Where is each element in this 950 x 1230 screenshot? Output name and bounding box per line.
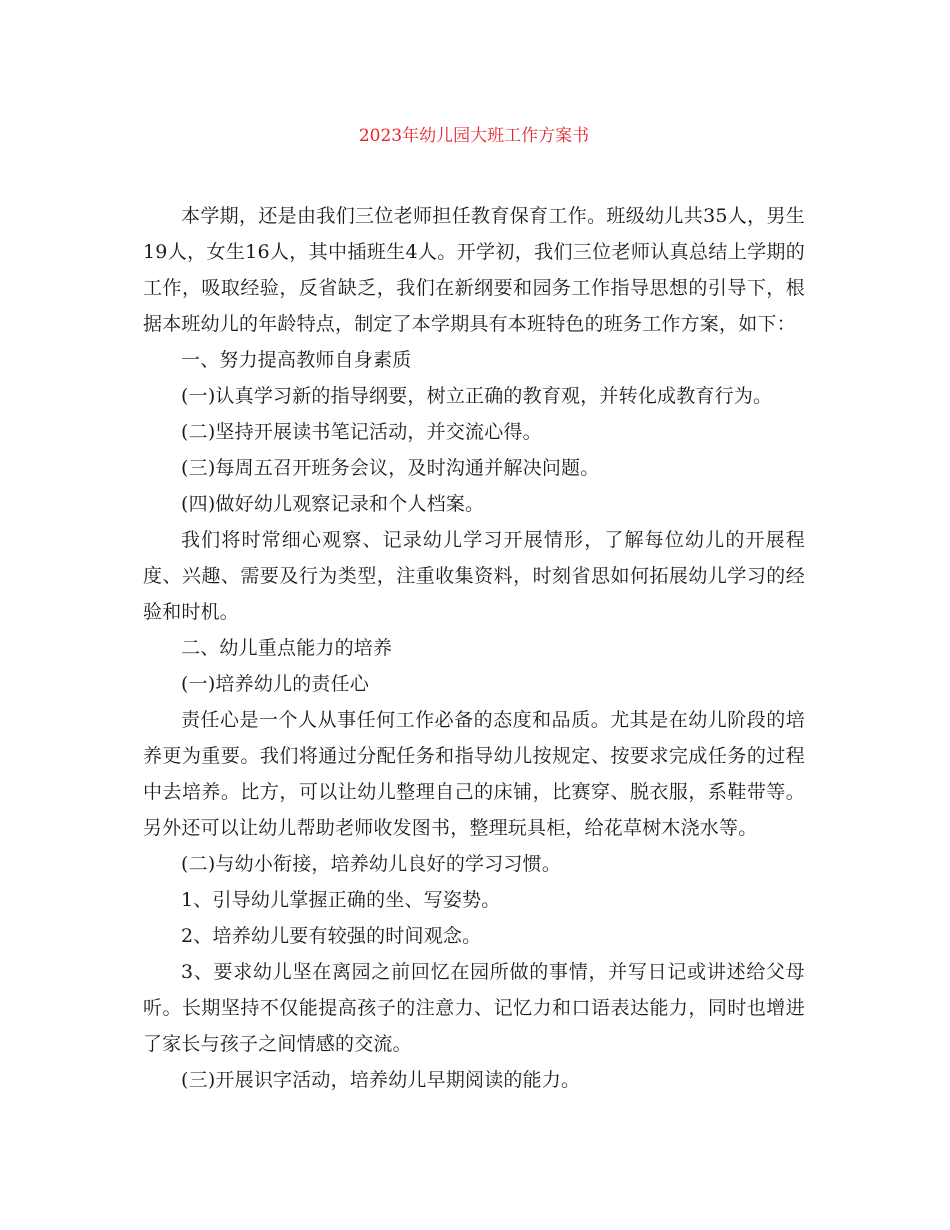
paragraph-responsibility: 责任心是一个人从事任何工作必备的态度和品质。尤其是在幼儿阶段的培养更为重要。我们将通过分配任务和指导幼儿按规定、按要求完成任务的过程中去培养。比方，可以让幼儿整理自己的床铺，比赛穿、脱衣服，系鞋带等。另外还可以让幼儿帮助老师收发图书，整理玩具柜，给花草树木浇水等。 [143,709,805,839]
heading-section-1: 一、努力提高教师自身素质 [181,349,412,371]
heading-section-2: 二、幼儿重点能力的培养 [181,637,393,659]
paragraph-intro: 本学期，还是由我们三位老师担任教育保育工作。班级幼儿共35人，男生19人，女生16人，其中插班生4人。开学初，我们三位老师认真总结上学期的工作，吸取经验，反省缺乏，我们在新纲要和园务工作指导思想的引导下，根据本班幼儿的年龄特点，制定了本学期具有本班特色的班务工作方案，如下： [143,205,805,335]
list-item: (一)认真学习新的指导纲要，树立正确的教育观，并转化成教育行为。 [181,385,773,407]
subheading-literacy: (三)开展识字活动，培养幼儿早期阅读的能力。 [181,1069,581,1091]
list-item: 2、培养幼儿要有较强的时间观念。 [181,925,482,947]
paragraph-observation: 我们将时常细心观察、记录幼儿学习开展情形，了解每位幼儿的开展程度、兴趣、需要及行为类型，注重收集资料，时刻省思如何拓展幼儿学习的经验和时机。 [143,529,805,623]
list-item: (三)每周五召开班务会议，及时沟通并解决问题。 [181,457,600,479]
list-item: (二)坚持开展读书笔记活动，并交流心得。 [181,421,542,443]
list-item: (四)做好幼儿观察记录和个人档案。 [181,493,485,515]
subheading-responsibility: (一)培养幼儿的责任心 [181,673,370,695]
list-item: 3、要求幼儿坚在离园之前回忆在园所做的事情，并写日记或讲述给父母听。长期坚持不仅能提高孩子的注意力、记忆力和口语表达能力，同时也增进了家长与孩子之间情感的交流。 [143,961,805,1055]
document-title: 2023年幼儿园大班工作方案书 [358,126,590,146]
list-item: 1、引导幼儿掌握正确的坐、写姿势。 [181,889,501,911]
subheading-study-habits: (二)与幼小衔接，培养幼儿良好的学习习惯。 [181,853,562,875]
